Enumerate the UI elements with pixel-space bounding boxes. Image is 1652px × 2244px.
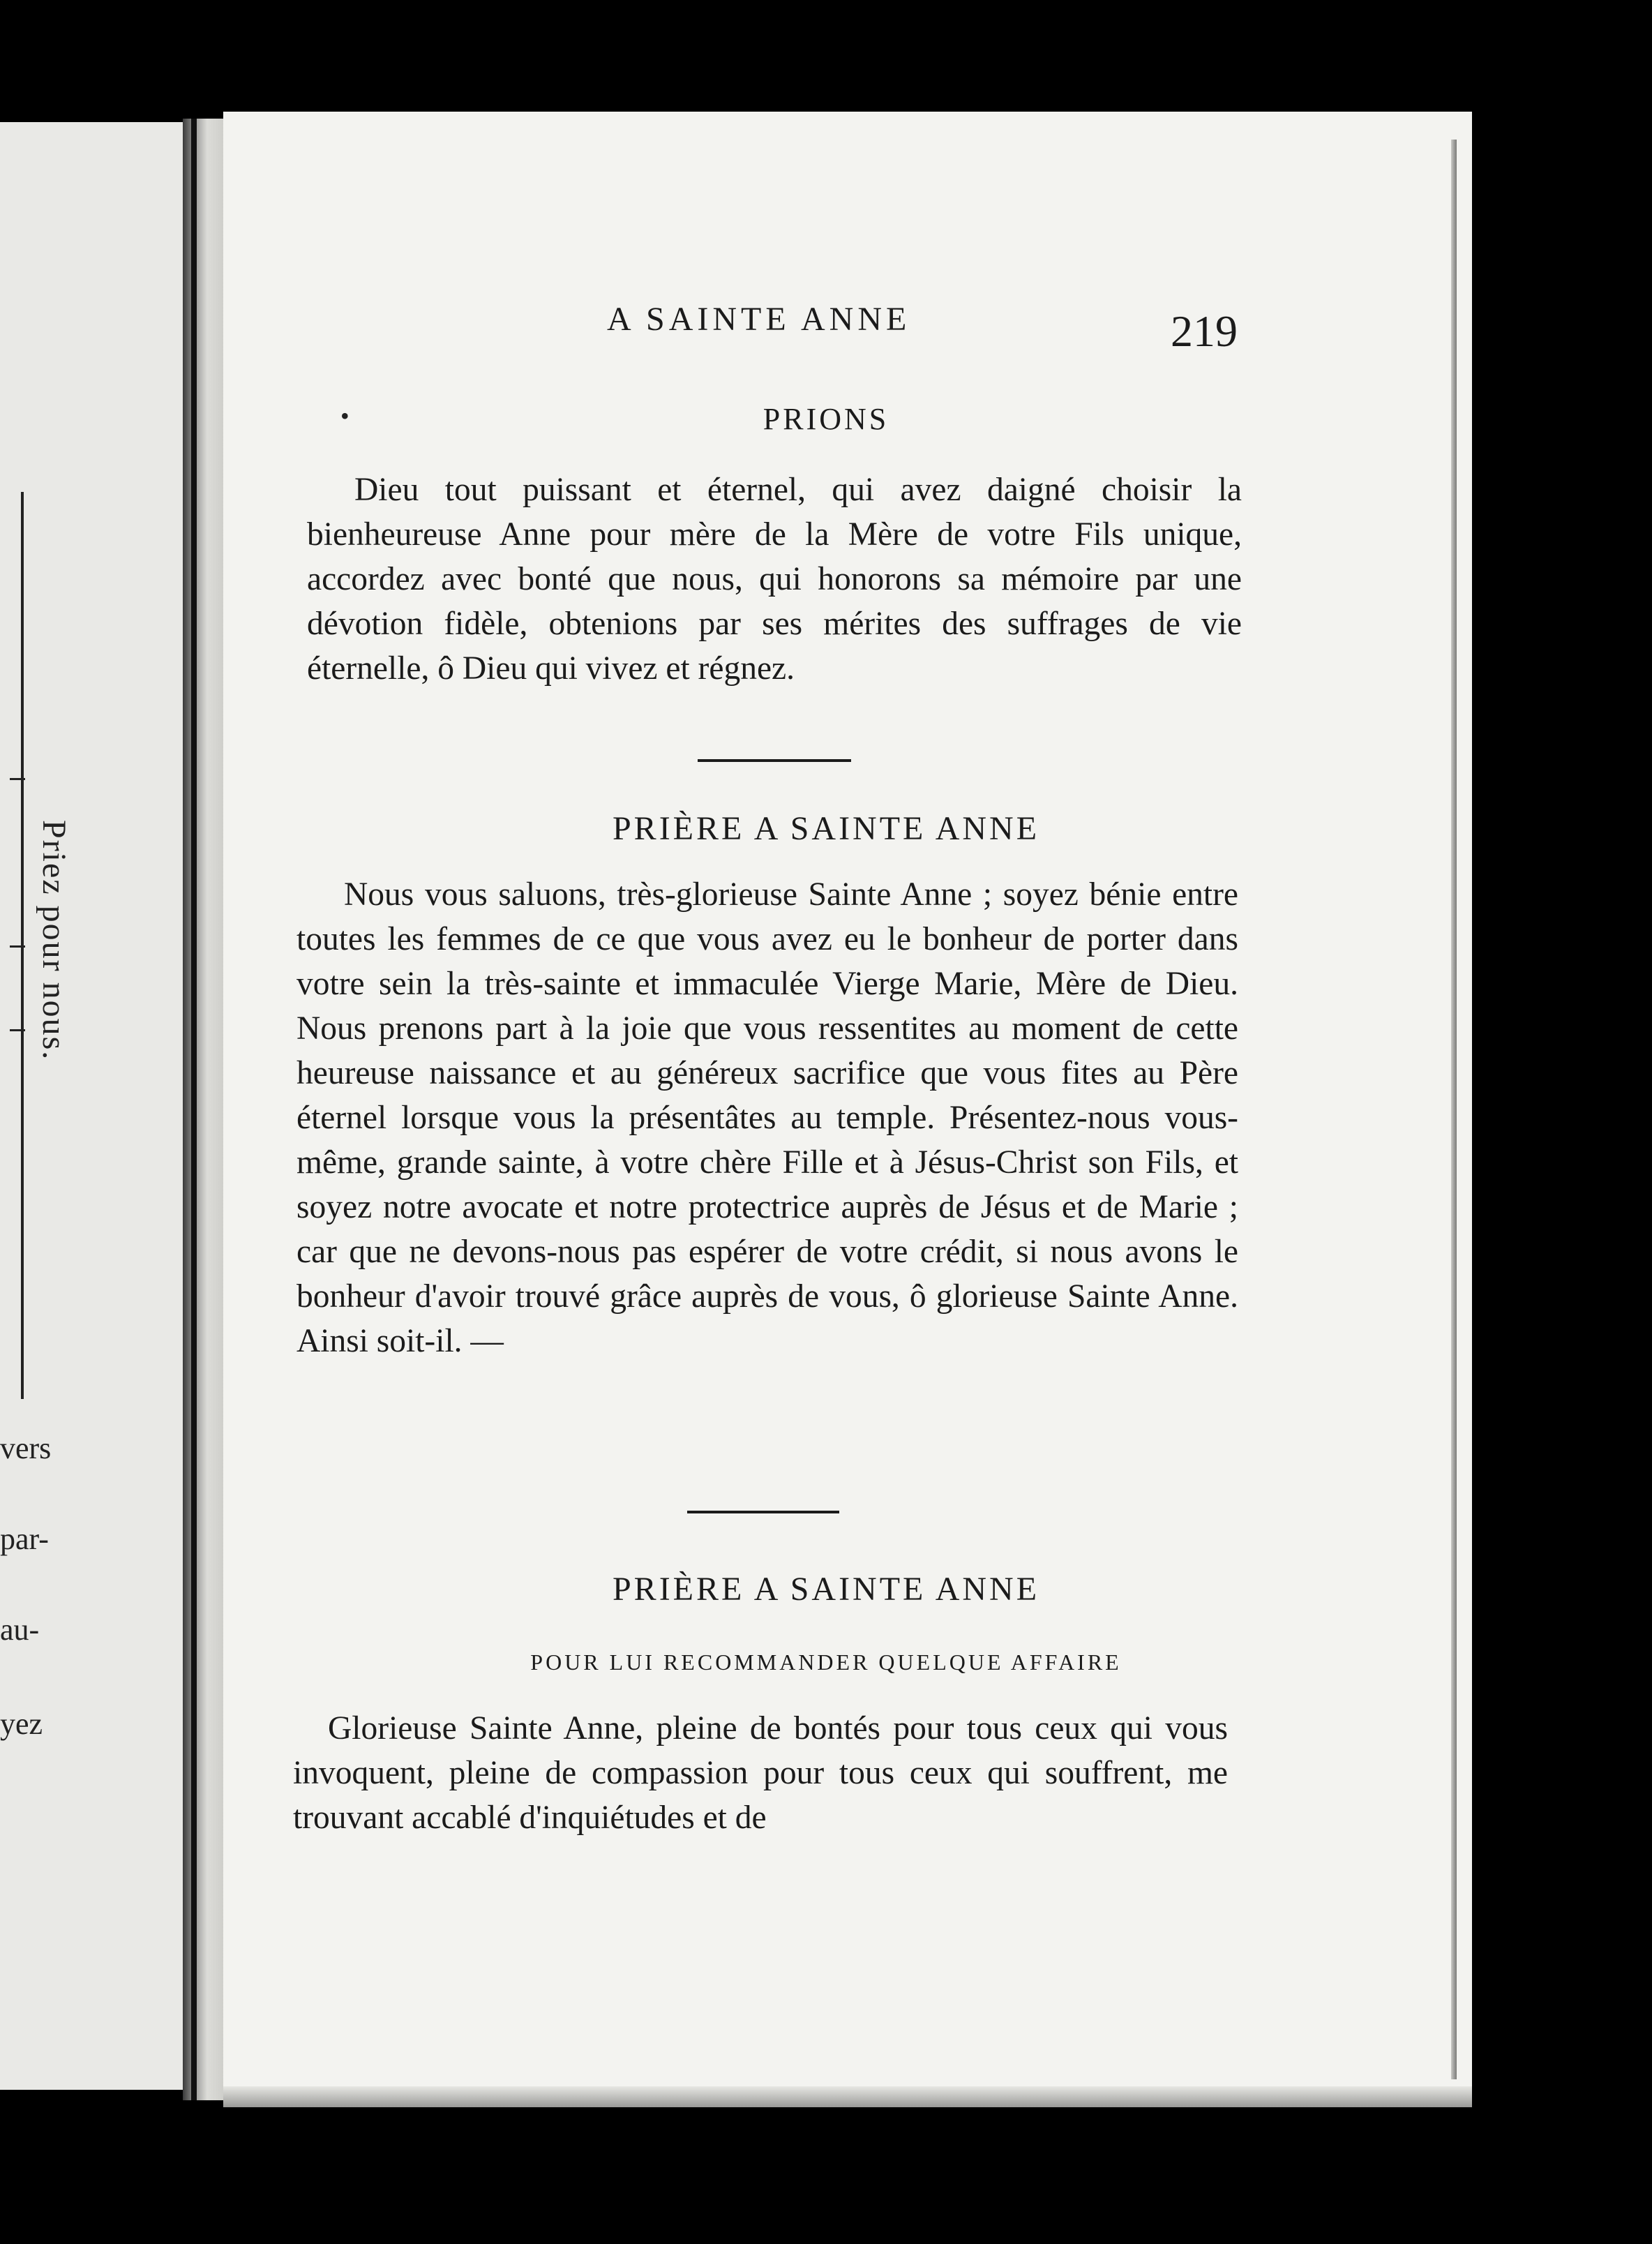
section-subheading: POUR LUI RECOMMANDER QUELQUE AFFAIRE xyxy=(530,1650,1122,1675)
left-page-word-fragment: vers xyxy=(0,1431,52,1465)
page-bottom-edge xyxy=(223,2086,1472,2107)
left-page-border-tick xyxy=(10,1029,25,1031)
running-head: A SAINTE ANNE xyxy=(607,301,911,338)
left-page-word-fragment: au- xyxy=(0,1613,40,1647)
bullet-mark: • xyxy=(340,402,350,430)
prayer-paragraph-prions: Dieu tout puissant et éternel, qui avez daigné choisir la bienheureuse Anne pour mère de la Mère de votre Fils unique, accordez avec bonté que nous, qui honorons sa mémoire par une dévotion fidèle, obtenions par ses mérites des suffrages de vie éternelle, ô Dieu qui vivez et régnez. xyxy=(307,472,1242,687)
section-heading-priere: PRIÈRE A SAINTE ANNE xyxy=(612,810,1040,847)
section-heading-prions: PRIONS xyxy=(763,402,889,436)
left-page-border-tick xyxy=(10,778,25,780)
prayer-paragraph-affaire: Glorieuse Sainte Anne, pleine de bontés pour tous ceux qui vous invoquent, pleine de compassion pour tous ceux qui souffrent, me trouvant accablé d'inquiétudes et de xyxy=(293,1710,1228,1836)
page-number: 219 xyxy=(1171,306,1238,356)
section-heading-priere-affaire: PRIÈRE A SAINTE ANNE xyxy=(612,1571,1040,1608)
vertical-caption: Priez pour nous. xyxy=(36,820,73,1061)
left-page-border-tick xyxy=(10,945,25,948)
left-page-word-fragment: yez xyxy=(0,1707,43,1741)
left-page-word-fragment: par- xyxy=(0,1522,49,1556)
section-divider xyxy=(698,759,851,762)
section-divider xyxy=(687,1511,839,1513)
prayer-paragraph-priere: Nous vous saluons, très-glorieuse Sainte Anne ; soyez bénie entre toutes les femmes de ce que vous avez eu le bonheur de porter dans votre sein la très-sainte et immaculée Vierge Marie, Mère de Dieu. Nous prenons part à la joie que vous ressentites au moment de cette heureuse naissance et au généreux sacrifice que vous fites au Père éternel lorsque vous la présentâtes au temple. Présentez-nous vous-même, grande sainte, à votre chère Fille et à Jésus-Christ son Fils, et soyez notre avocate et notre protectrice auprès de Jésus et de Marie ; car que ne devons-nous pas espérer de votre crédit, si nous avons le bonheur d'avoir trouvé grâce auprès de vous, ô glorieuse Sainte Anne. Ainsi soit-il. — xyxy=(296,876,1238,1359)
